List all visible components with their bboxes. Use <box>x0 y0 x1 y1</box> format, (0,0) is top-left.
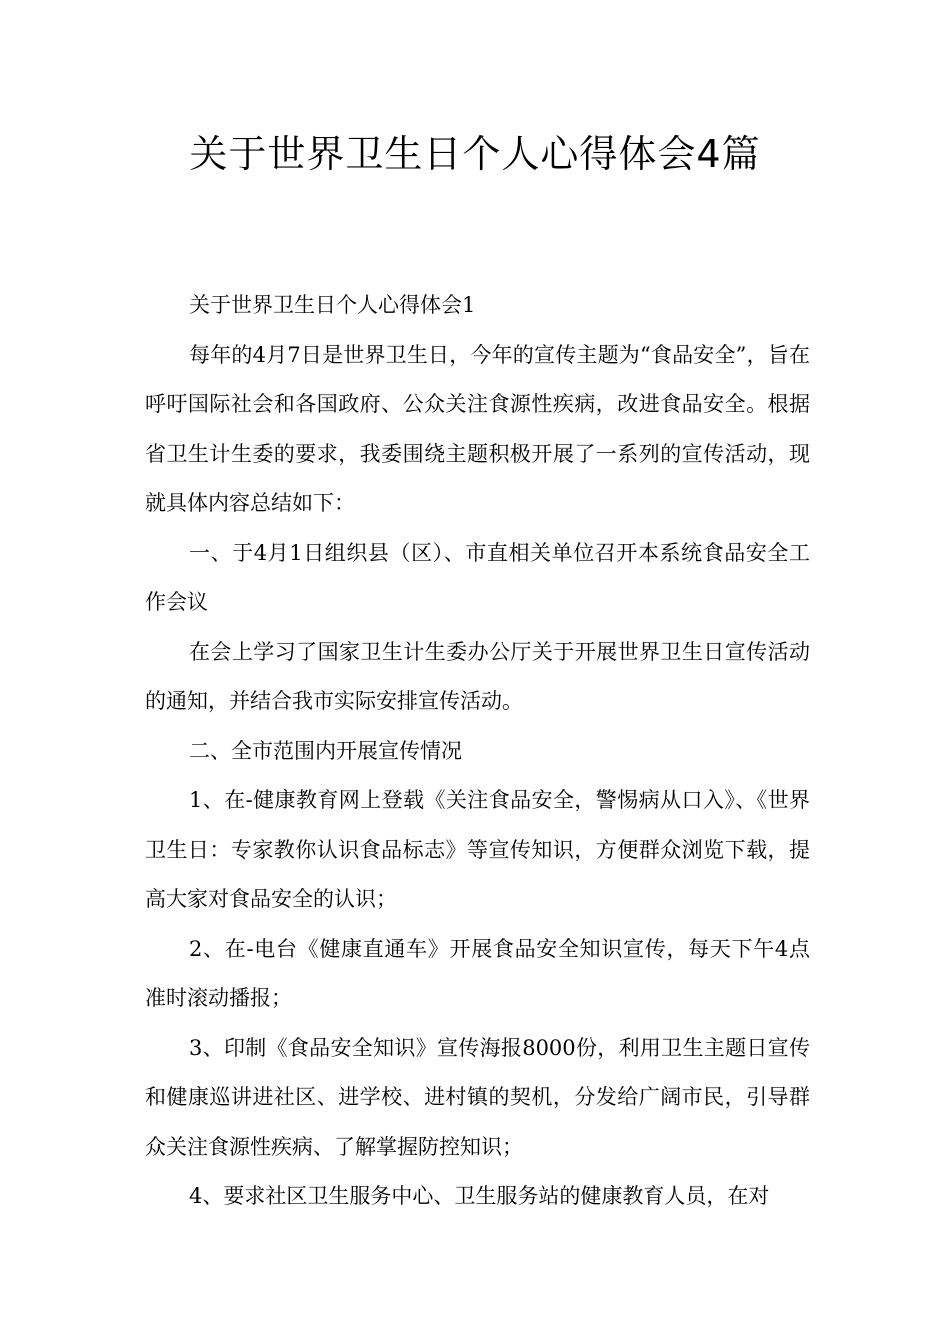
paragraph: 3、印制《食品安全知识》宣传海报8000份，利用卫生主题日宣传和健康巡讲进社区、进学校、进村镇的契机，分发给广阔市民，引导群众关注食源性疾病、了解掌握防控知识； <box>145 1035 810 1159</box>
paragraph: 二、全市范围内开展宣传情况 <box>189 738 462 763</box>
paragraph: 1、在-健康教育网上登载《关注食品安全，警惕病从口入》、《世界卫生日：专家教你认识食品标志》等宣传知识，方便群众浏览下载，提高大家对食品安全的认识； <box>145 788 810 911</box>
paragraph: 2、在-电台《健康直通车》开展食品安全知识宣传，每天下午4点准时滚动播报； <box>145 936 810 1010</box>
document-title: 关于世界卫生日个人心得体会4篇 <box>189 132 761 176</box>
document-body <box>145 281 810 1222</box>
section-heading: 关于世界卫生日个人心得体会1 <box>189 293 476 317</box>
paragraph: 4、要求社区卫生服务中心、卫生服务站的健康教育人员，在对 <box>189 1184 770 1208</box>
paragraph: 每年的4月7日是世界卫生日，今年的宣传主题为“食品安全”，旨在呼吁国际社会和各国政府、公众关注食源性疾病，改进食品安全。根据省卫生计生委的要求，我委围绕主题积极开展了一系列的宣传活动，现就具体内容总结如下： <box>145 342 810 515</box>
paragraph: 在会上学习了国家卫生计生委办公厅关于开展世界卫生日宣传活动的通知，并结合我市实际安排宣传活动。 <box>145 639 810 713</box>
paragraph: 一、于4月1日组织县（区）、市直相关单位召开本系统食品安全工作会议 <box>145 540 810 614</box>
